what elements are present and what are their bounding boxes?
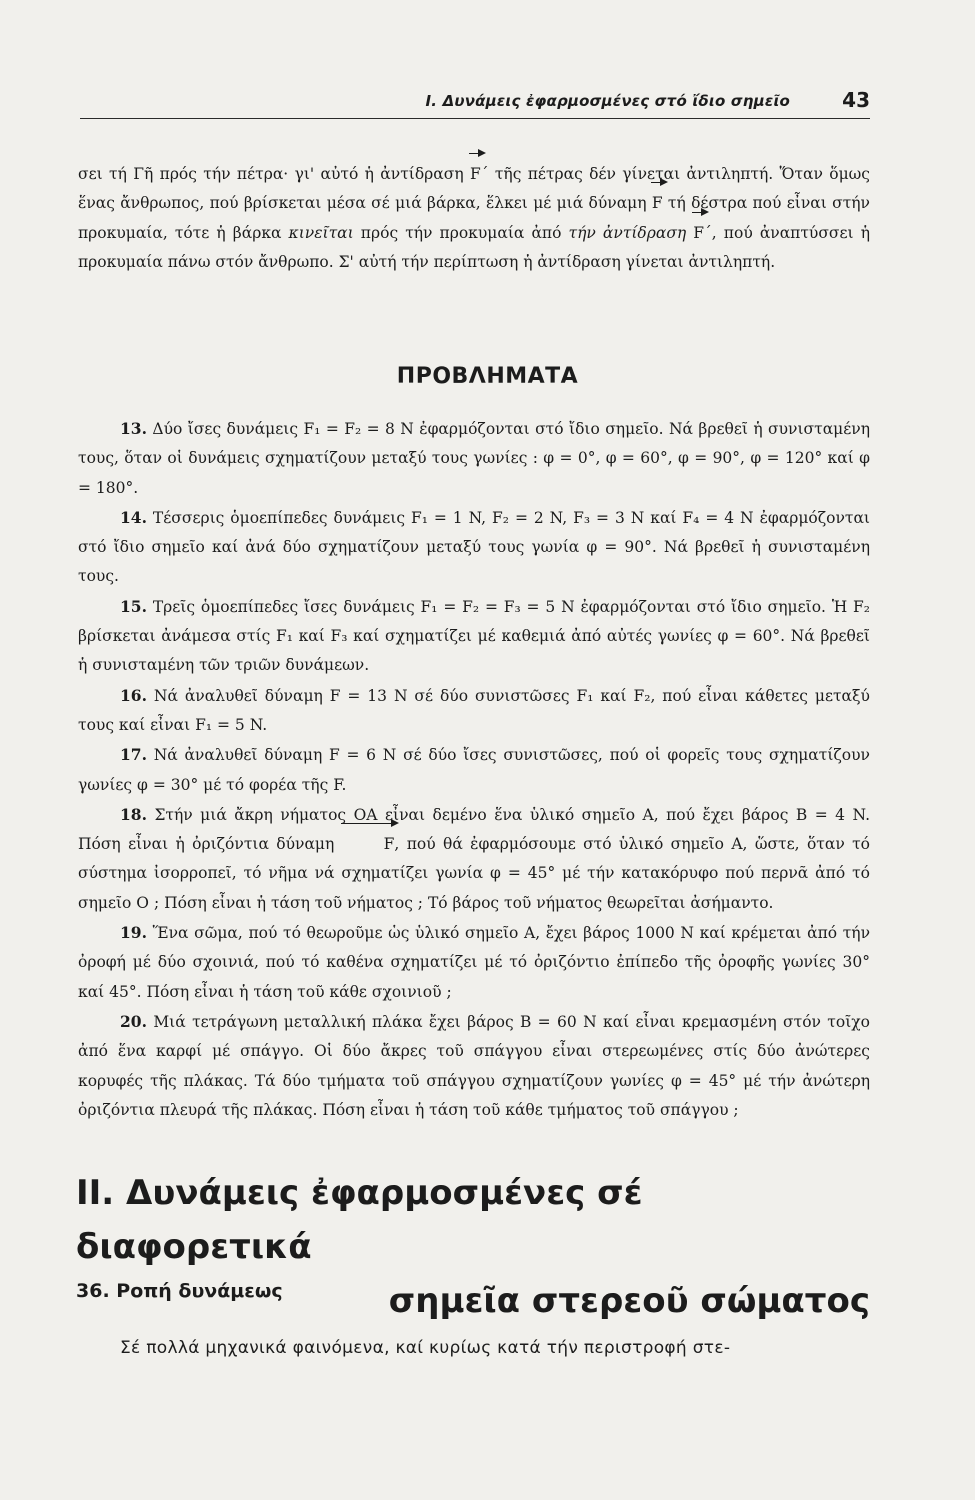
page-number: 43	[842, 88, 870, 112]
vector-F: F	[652, 189, 663, 218]
intro-text: τή δέστρα πού εἶναι στήν προκυμαία, τότε ἡ βάρκα	[78, 194, 870, 242]
problem-number: 19.	[120, 923, 147, 943]
intro-text: ΄ τῆς πέτρας δέν γίνεται ἀντιληπτή. Ὅταν ὅμως ἕνας ἄνθρωπος, πού βρίσκεται μέσα σέ μιά βάρκα, ἕλκει μέ μιά δύναμη	[78, 165, 870, 213]
vector-F: F	[693, 219, 704, 248]
problem-number: 16.	[120, 685, 147, 705]
problem-text: Μιά τετράγωνη μεταλλική πλάκα ἔχει βάρος Β = 60 N καί εἶναι κρεμασμένη στόν τοῖχο ἀπό ἕνα καρφί μέ σπάγγο. Οἱ δύο ἄκρες τοῦ σπάγγου εἶναι στερεωμένες στίς δύο ἀνώτερες κορυφές τῆς πλάκας. Τά δύο τμήματα τοῦ σπάγγου σχηματίζουν γωνίες φ = 45° μέ τήν ἀνώτερη ὀριζόντια πλευρά τῆς πλάκας. Πόση εἶναι ἡ τάση τοῦ κάθε τμήματος τοῦ σπάγγου ;	[78, 1012, 870, 1119]
vector-F: F	[342, 830, 395, 859]
running-head-title: I. Δυνάμεις ἐφαρμοσμένες στό ἴδιο σημεῖο	[425, 92, 790, 110]
problem-text: Στήν μιά ἄκρη νήματος ΟΑ εἶναι δεμένο ἕνα ὑλικό σημεῖο Α, πού ἔχει βάρος Β = 4 N. Πόση εἶναι ἡ ὀριζόντια δύναμη	[78, 805, 870, 854]
problem-18	[78, 800, 870, 918]
problem-text: Δύο ἴσες δυνάμεις F₁ = F₂ = 8 N ἐφαρμόζονται στό ἴδιο σημεῖο. Νά βρεθεῖ ἡ συνισταμένη τους, ὅταν οἱ δυνάμεις σχηματίζουν μεταξύ τους γωνίες : φ = 0°, φ = 60°, φ = 90°, φ = 120° καί φ = 180°.	[78, 420, 870, 497]
intro-text: σει τή Γῆ πρός τήν πέτρα· γι' αὐτό ἡ ἀντίδραση	[78, 165, 470, 183]
problem-number: 17.	[120, 745, 147, 765]
vector-F: F	[470, 160, 481, 189]
problem-number: 15.	[120, 596, 147, 616]
header-rule	[80, 118, 870, 119]
problem-number: 14.	[120, 507, 147, 527]
section-body-text: Σέ πολλά μηχανικά φαινόμενα, καί κυρίως κατά τήν περιστροφή στε-	[120, 1338, 731, 1358]
problem-13	[78, 414, 870, 503]
problem-number: 13.	[120, 419, 147, 438]
problem-text: , πού θά ἐφαρμόσουμε στό ὑλικό σημεῖο Α, ὥστε, ὅταν τό σύστημα ἰσορροπεῖ, τό νῆμα νά σχηματίζει γωνία φ = 45° μέ τήν κατακόρυφο πού περνᾶ ἀπό τό σημεῖο Ο ; Πόση εἶναι ἡ τάση τοῦ νήματος ; Τό βάρος τοῦ νήματος θεωρεῖται ἀσήμαντο.	[78, 835, 870, 912]
problem-16	[78, 681, 870, 741]
intro-emphasis: κινεῖται	[288, 223, 354, 242]
chapter-title-line-2: σημεῖα στερεοῦ σώματος	[388, 1281, 870, 1321]
intro-emphasis: τήν ἀντίδραση	[568, 223, 687, 242]
problem-text: Τρεῖς ὁμοεπίπεδες ἴσες δυνάμεις F₁ = F₂ = F₃ = 5 N ἐφαρμόζονται στό ἴδιο σημεῖο. Ἡ F₂ βρίσκεται ἀνάμεσα στίς F₁ καί F₃ καί σχηματίζει μέ καθεμιά ἀπό αὐτές γωνίες φ = 60°. Νά βρεθεῖ ἡ συνισταμένη τῶν τριῶν δυνάμεων.	[78, 597, 870, 675]
problem-text: Τέσσερις ὁμοεπίπεδες δυνάμεις F₁ = 1 N, F₂ = 2 N, F₃ = 3 N καί F₄ = 4 N ἐφαρμόζονται στό ἴδιο σημεῖο καί ἀνά δύο σχηματίζουν μεταξύ τους γωνία φ = 90°. Νά βρεθεῖ ἡ συνισταμένη τους.	[78, 508, 870, 586]
problem-text: Νά ἀναλυθεῖ δύναμη F = 6 N σέ δύο ἴσες συνιστῶσες, πού οἱ φορεῖς τους σχηματίζουν γωνίες φ = 30° μέ τό φορέα τῆς F.	[78, 746, 870, 794]
problem-14	[78, 503, 870, 592]
problem-15	[78, 592, 870, 681]
running-head	[80, 88, 870, 114]
chapter-title	[76, 1166, 870, 1328]
problem-number: 20.	[120, 1011, 147, 1031]
intro-text: ΄, πού ἀναπτύσσει ἡ προκυμαία πάνω στόν ἄνθρωπο. Σ' αὐτή τήν περίπτωση ἡ ἀντίδραση γίνεται ἀντιληπτή.	[78, 223, 870, 271]
intro-text: πρός τήν προκυμαία ἀπό	[353, 223, 569, 242]
problem-20	[78, 1007, 870, 1125]
problem-text: Νά ἀναλυθεῖ δύναμη F = 13 N σέ δύο συνιστῶσες F₁ καί F₂, πού εἶναι κάθετες μεταξύ τους καί εἶναι F₁ = 5 N.	[78, 686, 870, 734]
problem-19	[78, 918, 870, 1007]
intro-text	[686, 224, 693, 242]
section-heading: 36. Ροπή δυνάμεως	[76, 1280, 283, 1302]
chapter-title-line-1: II. Δυνάμεις ἐφαρμοσμένες σέ διαφορετικά	[76, 1173, 643, 1267]
problem-text: Ἕνα σῶμα, πού τό θεωροῦμε ὡς ὑλικό σημεῖο Α, ἔχει βάρος 1000 N καί κρέμεται ἀπό τήν ὀροφή μέ δύο σχοινιά, πού τό καθένα σχηματίζει μέ τό ὀριζόντιο ἐπίπεδο τῆς ὀροφῆς γωνίες 30° καί 45°. Πόση εἶναι ἡ τάση τοῦ κάθε σχοινιοῦ ;	[78, 924, 870, 1001]
intro-paragraph	[78, 160, 870, 277]
problem-17	[78, 740, 870, 800]
problems-list	[78, 414, 870, 1125]
problem-number: 18.	[120, 804, 147, 824]
problems-heading: ΠΡΟΒΛΗΜΑΤΑ	[396, 364, 579, 389]
